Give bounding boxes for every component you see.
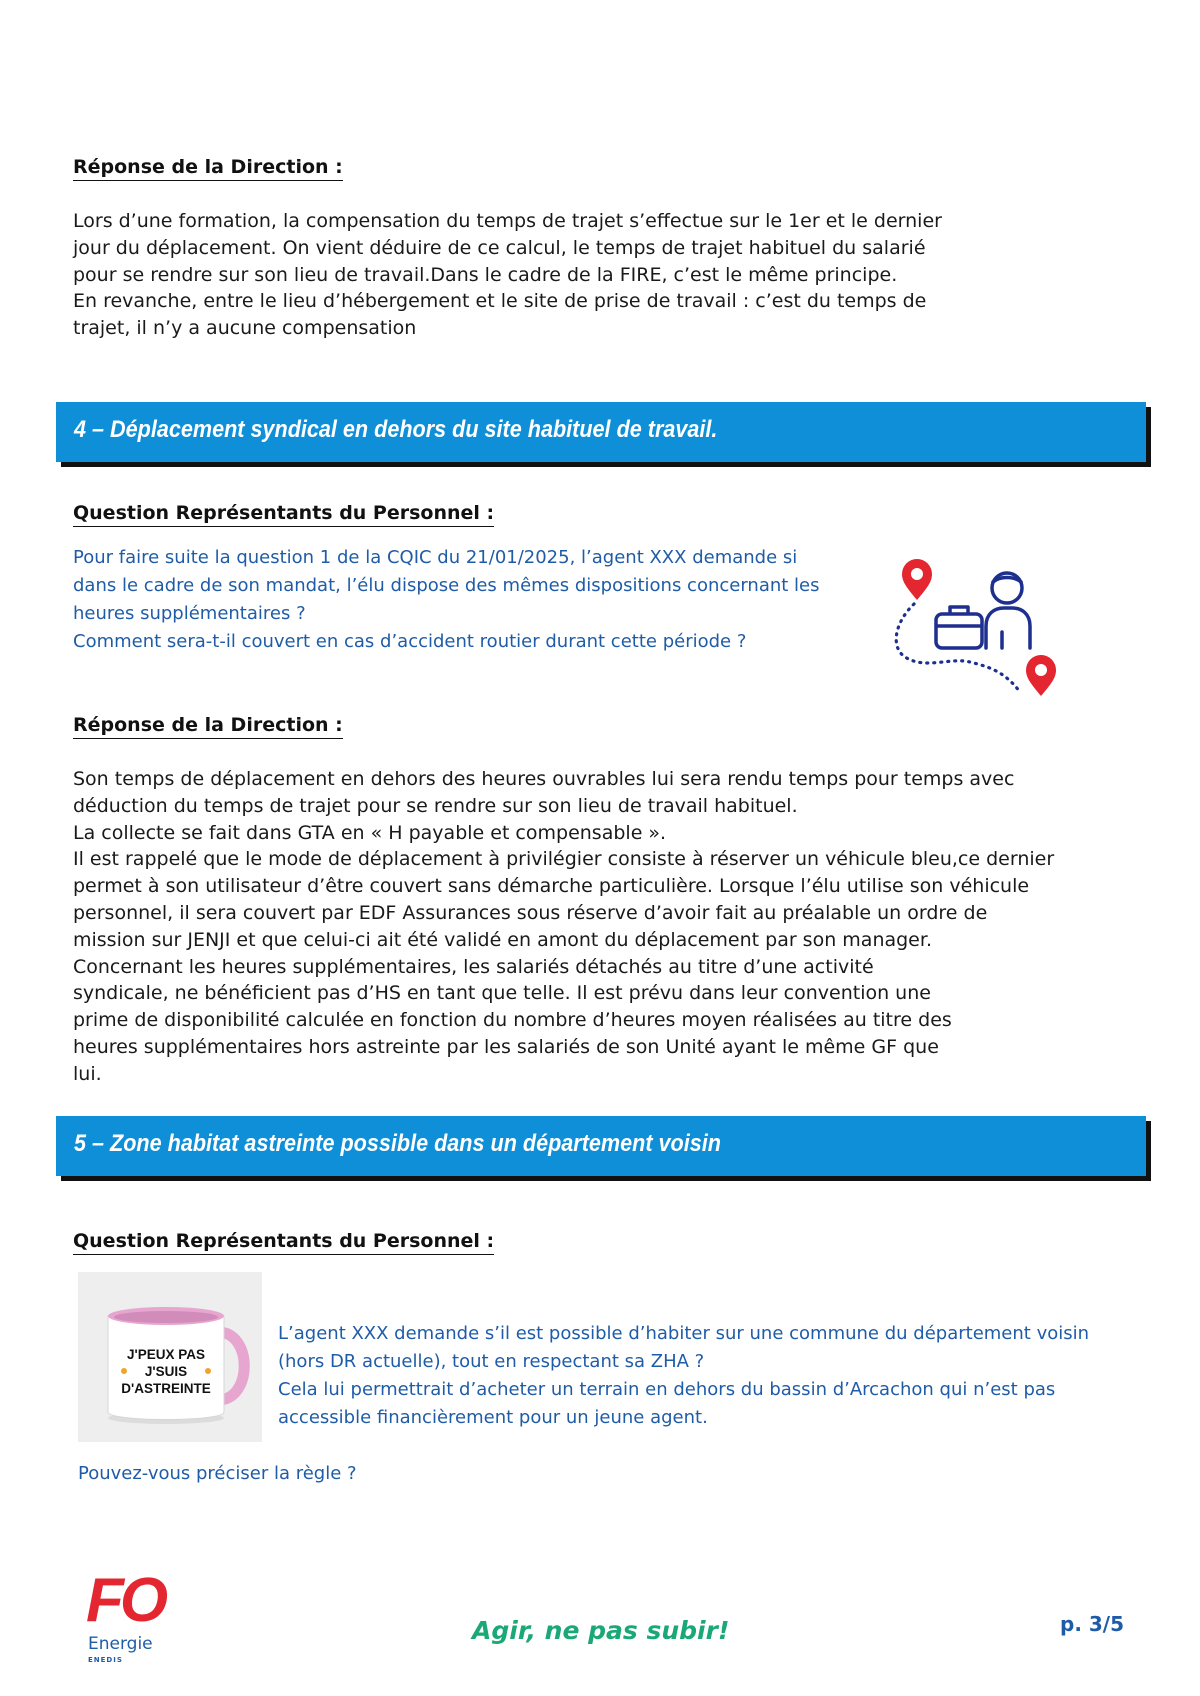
- logo-word: Energie: [88, 1634, 153, 1654]
- section-4-banner: [56, 402, 1146, 462]
- answer-line: Lors d’une formation, la compensation du temps de trajet s’effectue sur le 1er et le dernier: [73, 210, 942, 232]
- travel-route-icon: [890, 552, 1065, 702]
- location-pin-icon: [1026, 655, 1056, 696]
- section-5-banner: [56, 1116, 1146, 1176]
- answer-line: En revanche, entre le lieu d’hébergement et le site de prise de travail : c’est du temps de: [73, 290, 927, 313]
- answer-line: trajet, il n’y a aucune compensation: [73, 317, 417, 340]
- suitcase-icon: [936, 607, 982, 648]
- mug-slogan: [108, 1346, 224, 1397]
- answer-line: Concernant les heures supplémentaires, les salariés détachés au titre d’une activité: [73, 955, 874, 978]
- answer-line: permet à son utilisateur d’être couvert sans démarche particulière. Lorsque l’élu utilise son véhicule: [73, 875, 1030, 898]
- answer-line: heures supplémentaires hors astreinte par les salariés de son Unité ayant le même GF que: [73, 1035, 939, 1058]
- question-line: accessible financièrement pour un jeune agent.: [278, 1407, 708, 1428]
- answer-line: Son temps de déplacement en dehors des heures ouvrables lui sera rendu temps pour temps avec: [73, 768, 1015, 790]
- question-line: dans le cadre de son mandat, l’élu dispose des mêmes dispositions concernant les: [73, 575, 820, 596]
- question-label: Question Représentants du Personnel :: [73, 502, 494, 527]
- answer-line: pour se rendre sur son lieu de travail.Dans le cadre de la FIRE, c’est le même principe.: [73, 263, 898, 286]
- mug-text-line: D'ASTREINTE: [121, 1381, 211, 1396]
- answer-line: prime de disponibilité calculée en fonction du nombre d’heures moyen réalisées au titre des: [73, 1009, 952, 1032]
- section-4-title: 4 – Déplacement syndical en dehors du site habituel de travail.: [74, 416, 718, 443]
- traveler-icon: [986, 573, 1030, 648]
- answer-line: personnel, il sera couvert par EDF Assurances sous réserve d’avoir fait au préalable un ordre de: [73, 901, 988, 924]
- question-line: Comment sera-t-il couvert en cas d’accident routier durant cette période ?: [73, 631, 747, 652]
- mug-text-line: J'PEUX PAS: [127, 1347, 205, 1362]
- logo-letters: FO: [86, 1566, 165, 1635]
- answer-text: [73, 208, 942, 342]
- mug-image: [78, 1272, 262, 1442]
- question-line: Cela lui permettrait d’acheter un terrain en dehors du bassin d’Arcachon qui n’est pas: [278, 1379, 1056, 1400]
- answer-line: lui.: [73, 1062, 102, 1085]
- question-text: [278, 1320, 1089, 1432]
- answer-line: mission sur JENJI et que celui-ci ait été validé en amont du déplacement par son manager.: [73, 928, 932, 951]
- logo-sub: ENEDIS: [88, 1656, 123, 1664]
- mug-text-line: J'SUIS: [144, 1364, 188, 1379]
- answer-line: Il est rappelé que le mode de déplacement à privilégier consiste à réserver un véhicule bleu,ce dernier: [73, 848, 1055, 871]
- answer-line: jour du déplacement. On vient déduire de ce calcul, le temps de trajet habituel du salarié: [73, 236, 926, 259]
- answer-line: syndicale, ne bénéficient pas d’HS en tant que telle. Il est prévu dans leur convention une: [73, 982, 931, 1005]
- question-line: L’agent XXX demande s’il est possible d’habiter sur une commune du département voisin: [278, 1323, 1090, 1344]
- question-line: heures supplémentaires ?: [73, 603, 306, 624]
- question-text: [73, 544, 820, 656]
- answer-text: [73, 766, 1054, 1088]
- answer-label: Réponse de la Direction :: [73, 714, 343, 739]
- question-line: Pour faire suite la question 1 de la CQIC du 21/01/2025, l’agent XXX demande si: [73, 547, 798, 568]
- question-label: Question Représentants du Personnel :: [73, 1230, 494, 1255]
- fo-energie-logo: [86, 1568, 176, 1674]
- question-line: (hors DR actuelle), tout en respectant sa ZHA ?: [278, 1351, 705, 1372]
- page-number: p. 3/5: [1060, 1612, 1125, 1636]
- answer-line: La collecte se fait dans GTA en « H payable et compensable ».: [73, 821, 667, 844]
- location-pin-icon: [902, 559, 932, 600]
- question-final: Pouvez-vous préciser la règle ?: [78, 1463, 357, 1484]
- section-5-title: 5 – Zone habitat astreinte possible dans un département voisin: [74, 1130, 721, 1157]
- answer-line: déduction du temps de trajet pour se rendre sur son lieu de travail habituel.: [73, 794, 798, 817]
- answer-label: Réponse de la Direction :: [73, 156, 343, 181]
- slogan: Agir, ne pas subir!: [472, 1616, 730, 1645]
